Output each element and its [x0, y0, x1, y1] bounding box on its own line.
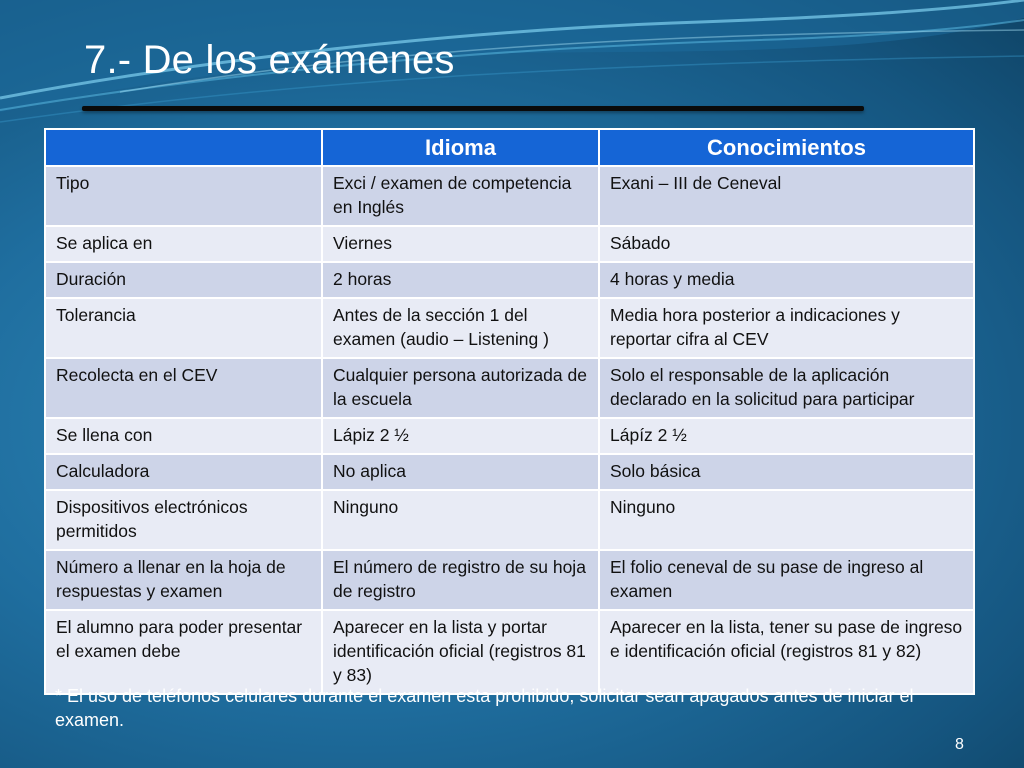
exam-comparison-table [44, 128, 975, 695]
table-row [45, 262, 974, 298]
row-label: Dispositivos electrónicos permitidos [45, 490, 322, 550]
idioma-cell: Ninguno [322, 490, 599, 550]
row-label: El alumno para poder presentar el examen debe [45, 610, 322, 694]
conocimientos-cell: Solo básica [599, 454, 974, 490]
idioma-cell: Cualquier persona autorizada de la escuela [322, 358, 599, 418]
table-row [45, 298, 974, 358]
conocimientos-cell: Lápíz 2 ½ [599, 418, 974, 454]
idioma-cell: Viernes [322, 226, 599, 262]
row-label: Tipo [45, 166, 322, 226]
row-label: Duración [45, 262, 322, 298]
conocimientos-cell: Media hora posterior a indicaciones y reportar cifra al CEV [599, 298, 974, 358]
row-label: Calculadora [45, 454, 322, 490]
idioma-cell: Aparecer en la lista y portar identificación oficial (registros 81 y 83) [322, 610, 599, 694]
row-label: Se llena con [45, 418, 322, 454]
table-row [45, 358, 974, 418]
conocimientos-cell: 4 horas y media [599, 262, 974, 298]
row-label: Número a llenar en la hoja de respuestas y examen [45, 550, 322, 610]
row-label: Tolerancia [45, 298, 322, 358]
conocimientos-cell: Aparecer en la lista, tener su pase de ingreso e identificación oficial (registros 81 y 82) [599, 610, 974, 694]
table-row [45, 490, 974, 550]
row-label: Se aplica en [45, 226, 322, 262]
table-row [45, 166, 974, 226]
idioma-cell: Antes de la sección 1 del examen (audio – Listening ) [322, 298, 599, 358]
table-row [45, 550, 974, 610]
conocimientos-cell: Solo el responsable de la aplicación declarado en la solicitud para participar [599, 358, 974, 418]
conocimientos-cell: Sábado [599, 226, 974, 262]
page-number: 8 [955, 736, 964, 753]
table-row [45, 454, 974, 490]
idioma-cell: No aplica [322, 454, 599, 490]
idioma-cell: Exci / examen de competencia en Inglés [322, 166, 599, 226]
idioma-cell: Lápiz 2 ½ [322, 418, 599, 454]
header-cell-idioma: Idioma [322, 129, 599, 166]
header-cell-conocimientos: Conocimientos [599, 129, 974, 166]
conocimientos-cell: Ninguno [599, 490, 974, 550]
footnote-cellphone-warning: * El uso de teléfonos celulares durante el examen esta prohibido, solicitar sean apagados antes de iniciar el examen. [55, 686, 914, 730]
table-header-row [45, 129, 974, 166]
table-row [45, 610, 974, 694]
conocimientos-cell: Exani – III de Ceneval [599, 166, 974, 226]
idioma-cell: 2 horas [322, 262, 599, 298]
slide-title: 7.- De los exámenes [84, 38, 455, 82]
header-cell-empty [45, 129, 322, 166]
table-row [45, 226, 974, 262]
idioma-cell: El número de registro de su hoja de registro [322, 550, 599, 610]
table-row [45, 418, 974, 454]
conocimientos-cell: El folio ceneval de su pase de ingreso al examen [599, 550, 974, 610]
row-label: Recolecta en el CEV [45, 358, 322, 418]
title-underline [82, 106, 864, 111]
